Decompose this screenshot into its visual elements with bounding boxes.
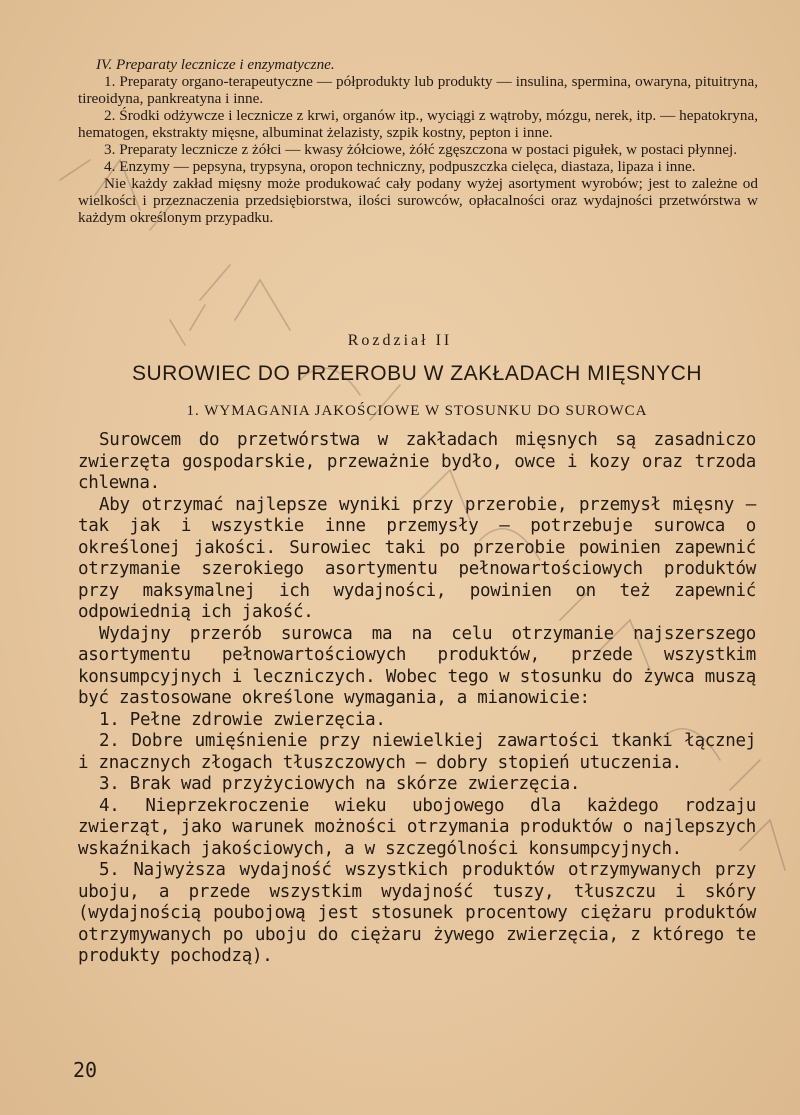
chapter-label: Rozdział II	[347, 332, 453, 349]
paragraph: Surowcem do przetwórstwa w zakładach mięsnych są zasadniczo zwierzęta gospodarskie, przeważnie bydło, owce i kozy oraz trzoda chlewna.	[78, 430, 756, 493]
page-number: 20	[73, 1058, 98, 1082]
requirement-item: 1. Pełne zdrowie zwierzęcia.	[99, 709, 386, 730]
section-iv-heading: IV. Preparaty lecznicze i enzymatyczne.	[96, 56, 335, 73]
closing-paragraph: Nie każdy zakład mięsny może produkować cały podany wyżej asortyment wyrobów; jest to zależne od wielkości i przeznaczenia przedsiębiorstwa, ilości surowców, opłacalności oraz wydajności przetwórstwa w każdym określonym przypadku.	[78, 175, 758, 226]
body-text	[78, 430, 756, 968]
requirement-item: 2. Dobre umięśnienie przy niewielkiej zawartości tkanki łącznej i znacznych złogach tłuszczowych — dobry stopień utuczenia.	[78, 731, 756, 773]
section-iv	[78, 56, 758, 226]
list-item: 1. Preparaty organo-terapeutyczne — półprodukty lub produkty — insulina, spermina, owaryna, pituitryna, tireoidyna, pankreatyna i inne.	[78, 73, 758, 107]
list-item: 3. Preparaty lecznicze z żółci — kwasy żółciowe, żółć zgęszczona w postaci pigułek, w postaci płynnej.	[104, 141, 737, 158]
section-subtitle: 1. WYMAGANIA JAKOŚCIOWE W STOSUNKU DO SUROWCA	[186, 403, 648, 419]
list-item: 2. Środki odżywcze i lecznicze z krwi, organów itp., wyciągi z wątroby, mózgu, nerek, itp. — hepatokryna, hematogen, ekstrakty mięsne, albuminat żelazisty, szpik kostny, pepton i inne.	[78, 107, 758, 141]
paragraph: Aby otrzymać najlepsze wyniki przy przerobie, przemysł mięsny — tak jak i wszystkie inne przemysły — potrzebuje surowca o określonej jakości. Surowiec taki po przerobie powinien zapewnić otrzymanie szerokiego asortymentu pełnowartościowych produktów przy maksymalnej ich wydajności, powinien on też zapewnić odpowiednią ich jakość.	[78, 494, 756, 622]
requirement-item: 5. Najwyższa wydajność wszystkich produktów otrzymywanych przy uboju, a przede wszystkim wydajność tuszy, tłuszczu i skóry (wydajnością poubojową jest stosunek procentowy ciężaru produktów otrzymywanych po uboju do ciężaru żywego zwierzęcia, z którego te produkty pochodzą).	[78, 860, 756, 966]
requirement-item: 3. Brak wad przyżyciowych na skórze zwierzęcia.	[99, 774, 581, 794]
paragraph: Wydajny przerób surowca ma na celu otrzymanie najszerszego asortymentu pełnowartościowych produktów, przede wszystkim konsumpcyjnych i leczniczych. Wobec tego w stosunku do żywca muszą być zastosowane określone wymagania, a mianowicie:	[78, 623, 756, 708]
chapter-title: SUROWIEC DO PRZEROBU W ZAKŁADACH MIĘSNYCH	[131, 362, 703, 385]
list-item: 4. Enzymy — pepsyna, trypsyna, oropon techniczny, podpuszczka cielęca, diastaza, lipaza i inne.	[104, 158, 696, 175]
requirement-item: 4. Nieprzekroczenie wieku ubojowego dla każdego rodzaju zwierząt, jako warunek możności otrzymania produktów o najlepszych wskaźnikach jakościowych, a w szczególności konsumpcyjnych.	[78, 795, 756, 859]
